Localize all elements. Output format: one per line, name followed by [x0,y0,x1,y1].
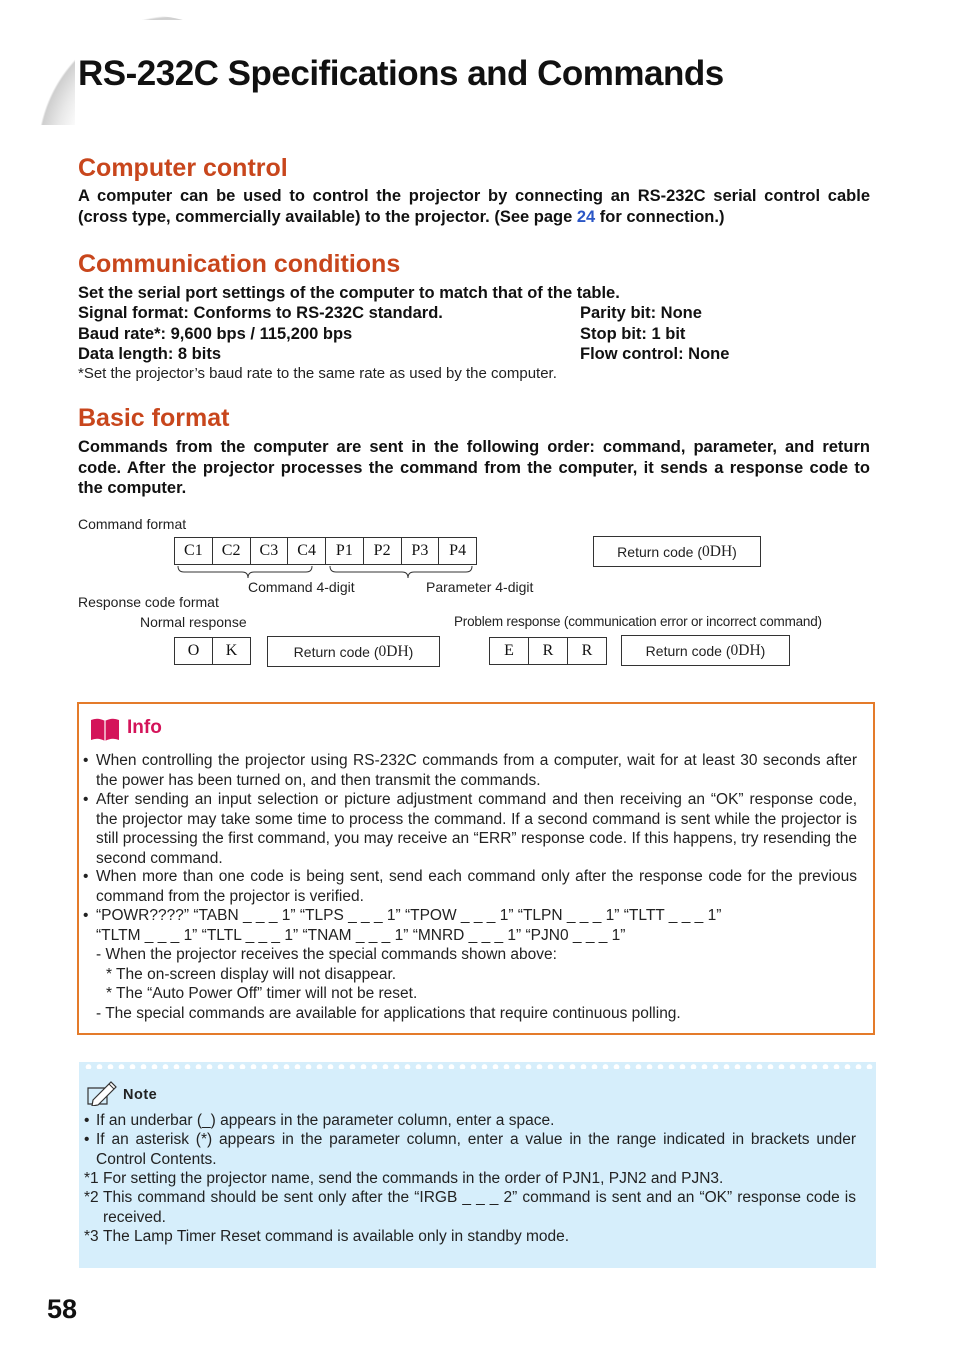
book-icon [89,717,121,743]
command-format-label: Command format [78,516,187,532]
parameter-brace [330,566,472,578]
error-return-code-box: Return code ( 0DH ) [621,635,790,666]
command-return-code-box: Return code ( 0DH ) [593,536,761,567]
command-cell: C3 [251,538,289,564]
response-cell: E [490,638,529,664]
signal-format: Signal format: Conforms to RS-232C standard. [78,304,443,322]
command-cell: C1 [175,538,213,564]
page-number: 58 [47,1294,78,1324]
problem-response-label: Problem response (communication error or incorrect command) [454,614,822,629]
error-response-cells [489,637,607,665]
computer-control-text: A computer can be used to control the projector by connecting an RS-232C serial control cable (cross type, commercially available) to the projector. (See page 24 for connection.) [78,187,870,226]
pencil-icon [85,1078,121,1106]
command-cells [174,537,477,565]
info-item: • When controlling the projector using RS-232C commands from a computer, wait for at least 30 seconds after the power has been turned on, and then transmit the commands. [83,752,857,789]
parameter-cell: P2 [364,538,402,564]
info-item: • When more than one code is being sent, send each command only after the response code for the previous command from the projector is verified. [83,868,857,905]
dotted-border [83,1063,873,1069]
communication-heading: Communication conditions [78,250,401,278]
info-item: • After sending an input selection or picture adjustment command and then receiving an “OK” response code, the projector may take some time to process the command. If a second command is sent while the projector is still processing the first command, you may receive an “ERR” response code. If this happens, try resending the second command. [83,791,857,867]
response-cell: K [225,642,238,659]
basic-format-heading: Basic format [78,404,230,432]
response-cell: O [175,638,213,664]
normal-response-cells [174,637,251,665]
parameter-cell: P4 [449,542,467,559]
basic-format-text: Commands from the computer are sent in the following order: command, parameter, and return code. After the projector processes the command from the computer, it sends a response code to the computer. [78,438,870,497]
note-item: • If an underbar (_) appears in the parameter column, enter a space. [84,1112,555,1129]
normal-return-code-box: Return code ( 0DH ) [267,636,440,667]
parameter-cell: P3 [402,538,440,564]
page-title: RS-232C Specifications and Commands [78,54,724,93]
command-cell: C4 [288,538,326,564]
note-item: *1 For setting the projector name, send the commands in the order of PJN1, PJN2 and PJN3. [84,1170,724,1187]
note-title: Note [123,1087,158,1103]
flow-control: Flow control: None [580,345,730,363]
baud-footnote: *Set the projector’s baud rate to the same rate as used by the computer. [78,365,557,382]
page-link[interactable]: 24 [576,207,596,226]
response-cell: R [529,638,568,664]
data-length: Data length: 8 bits [78,345,222,363]
note-item: • If an asterisk (*) appears in the parameter column, enter a value in the range indicated in brackets under Control Contents. [84,1131,856,1168]
command-brace [178,566,312,578]
parameter-digit-label: Parameter 4-digit [426,579,534,595]
note-item: *2 This command should be sent only after the “IRGB _ _ _ 2” command is sent and an “OK” response code is received. [84,1189,856,1226]
communication-intro: Set the serial port settings of the computer to match that of the table. [78,284,620,302]
note-item: *3 The Lamp Timer Reset command is available only in standby mode. [84,1228,570,1245]
computer-control-heading: Computer control [78,154,288,182]
response-cell: R [581,642,593,659]
command-digit-label: Command 4-digit [248,579,355,595]
command-cell: C2 [213,538,251,564]
parity-bit: Parity bit: None [580,304,702,322]
info-title: Info [127,717,162,738]
normal-response-label: Normal response [140,614,247,630]
parameter-cell: P1 [326,538,364,564]
response-format-label: Response code format [78,594,219,610]
baud-rate: Baud rate*: 9,600 bps / 115,200 bps [78,325,353,343]
stop-bit: Stop bit: 1 bit [580,325,686,343]
